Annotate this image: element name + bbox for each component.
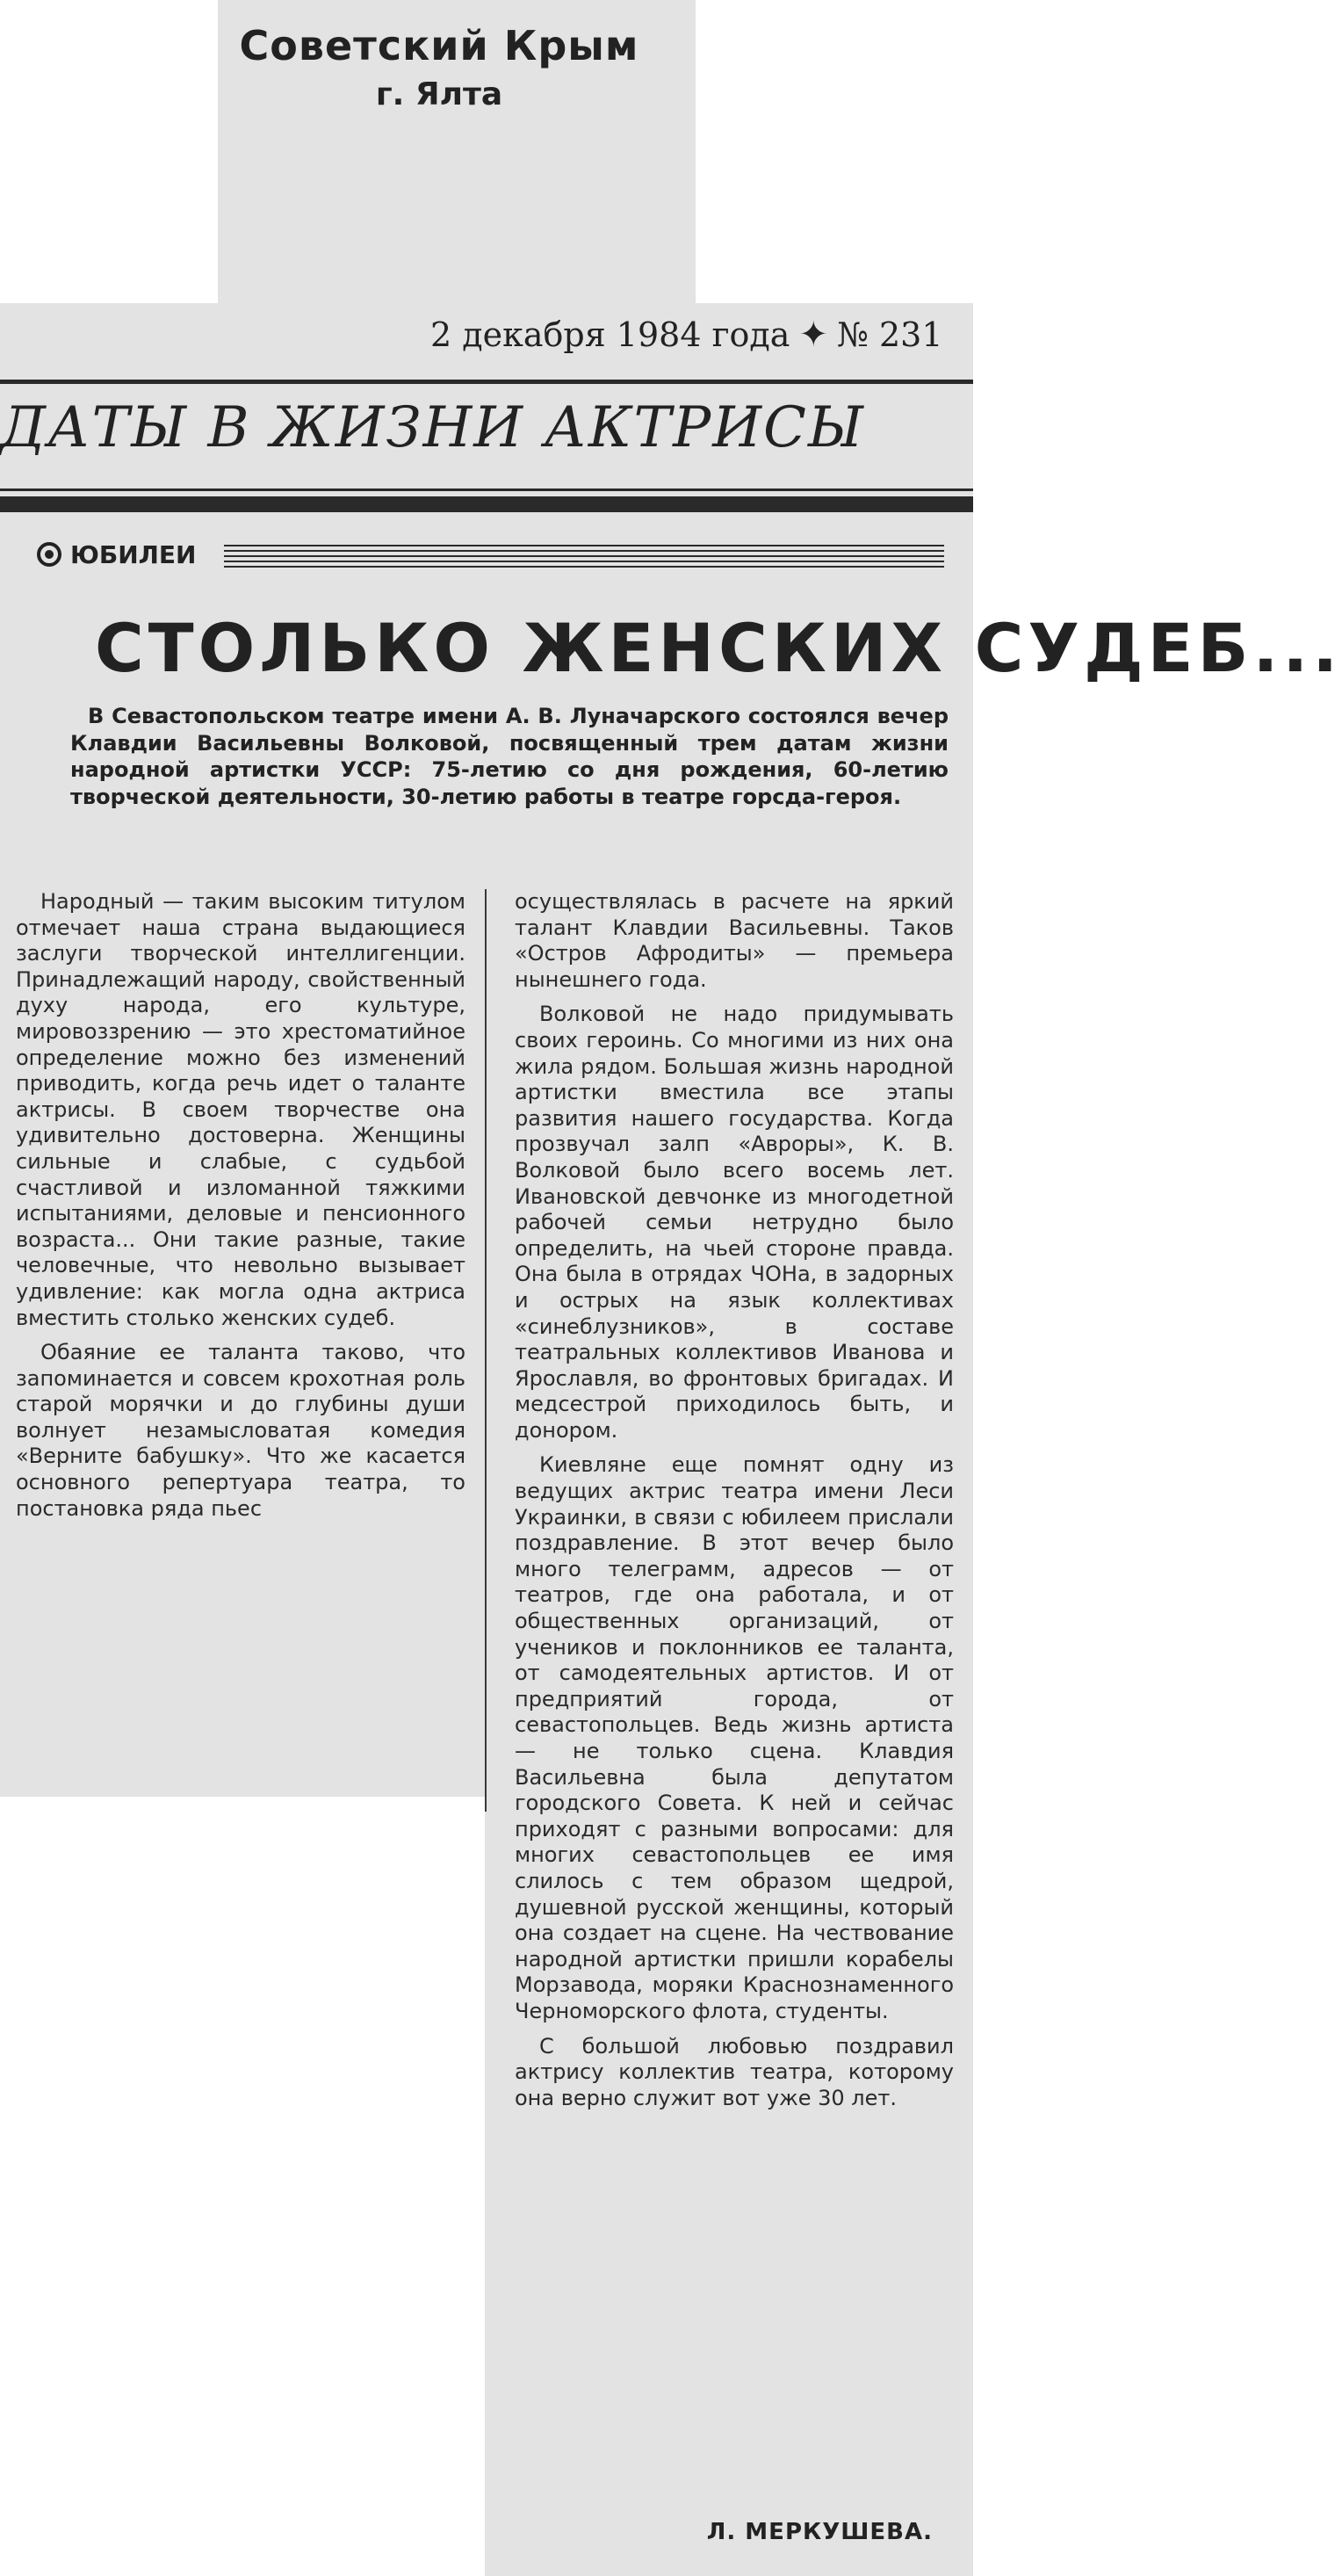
- article-lead: В Севастопольском театре имени А. В. Луначарского состоялся вечер Клавдии Васильевны Волковой, посвященный трем датам жизни народной артистки УССР: 75-летию со дня рождения, 60-летию творческой деятельности, 30-летию работы в театре горсда-героя.: [70, 704, 949, 809]
- stamp-city: г. Ялта: [375, 76, 503, 112]
- issue-date: 2 декабря 1984 года: [430, 315, 790, 354]
- article-headline: СТОЛЬКО ЖЕНСКИХ СУДЕБ...: [95, 609, 1342, 687]
- paragraph: Народный — таким высоким титулом отмечает наша страна выдающиеся заслуги творческой интеллигенции. Принадлежащий народу, свойственный духу народа, его культуре, мировоззрению — это хрестоматийное определение можно без изменений приводить, когда речь идет о таланте актрисы. В своем творчестве она удивительно достоверна. Женщины сильные и слабые, с судьбой счастливой и изломанной тяжкими испытаниями, деловые и пенсионного возраста... Они такие разные, такие человечные, что невольно вызывает удивление: как могла одна актриса вместить столько женских судеб.: [16, 889, 465, 1330]
- rubric-hatching: [224, 545, 944, 571]
- bullet-icon: [37, 542, 61, 567]
- star-icon: ✦: [798, 315, 828, 355]
- issue-dateline: [430, 312, 975, 358]
- article-column-left: [16, 889, 465, 1530]
- issue-number: № 231: [836, 315, 943, 354]
- section-title: ДАТЫ В ЖИЗНИ АКТРИСЫ: [0, 395, 865, 460]
- paragraph: С большой любовью поздравил актрису коллектив театра, которому она верно служит вот уже 30 лет.: [515, 2033, 954, 2110]
- paragraph: Обаяние ее таланта таково, что запоминается и совсем крохотная роль старой морячки и до глубины души волнует незамысловатая комедия «Верните бабушку». Что же касается основного репертуара театра, то постановка ряда пьес: [16, 1340, 465, 1521]
- paragraph: осуществлялась в расчете на яркий талант Клавдии Васильевны. Таков «Остров Афродиты» — премьера нынешнего года.: [515, 889, 954, 992]
- column-divider: [485, 889, 487, 1812]
- author-signature: Л. МЕРКУШЕВА.: [706, 2519, 933, 2545]
- paragraph: Киевляне еще помнят одну из ведущих актрис театра имени Леси Украинки, в связи с юбилеем прислали поздравление. В этот вечер было много телеграмм, адресов — от театров, где она работала, и от общественных организаций, от учеников и поклонников ее таланта, от самодеятельных артистов. И от предприятий города, от севастопольцев. Ведь жизнь артиста — не только сцена. Клавдия Васильевна была депутатом городского Совета. К ней и сейчас приходят с разными вопросами: для многих севастопольцев ее имя слилось с тем образом щедрой, душевной русской женщины, который она создает на сцене. На чествование народной артистки пришли корабелы Морзавода, моряки Краснознаменного Черноморского флота, студенты.: [515, 1452, 954, 2023]
- stamp-newspaper-name: Советский Крым: [239, 22, 639, 69]
- paragraph: Волковой не надо придумывать своих героинь. Со многими из них она жила рядом. Большая жизнь народной артистки вместила все этапы развития нашего государства. Когда прозвучал залп «Авроры», К. В. Волковой было всего восемь лет. Ивановской девчонке из многодетной рабочей семьи нетрудно было определить, на чьей стороне правда. Она была в отрядах ЧОНа, в задорных и острых на язык коллективах «синеблузников», в составе театральных коллективов Иванова и Ярославля, во фронтовых бригадах. И медсестрой приходилось быть, и донором.: [515, 1002, 954, 1443]
- publication-stamp: [220, 18, 659, 116]
- article-column-right: [515, 889, 954, 2120]
- rubric-label: [37, 538, 196, 573]
- section-rule-thick: [0, 496, 973, 512]
- section-rule-thin: [0, 488, 973, 491]
- rubric-text: ЮБИЛЕИ: [70, 540, 197, 569]
- top-rule: [0, 380, 973, 384]
